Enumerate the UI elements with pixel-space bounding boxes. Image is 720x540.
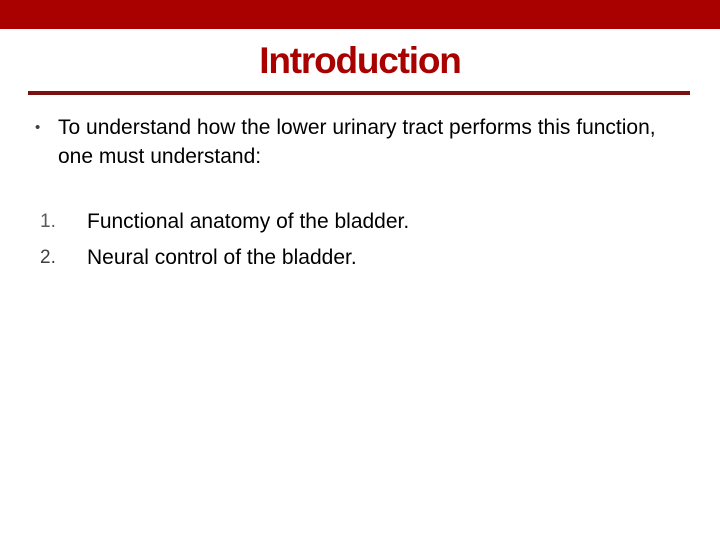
item-text: Functional anatomy of the bladder. <box>87 210 410 233</box>
bullet-text: To understand how the lower urinary tract performs this function, one must understand: <box>58 116 656 168</box>
slide-title: Introduction <box>259 40 461 81</box>
bullet-icon: • <box>35 119 41 136</box>
item-text: Neural control of the bladder. <box>87 246 357 269</box>
header-bar <box>0 0 720 29</box>
item-number: 1. <box>40 211 56 232</box>
title-divider <box>28 91 690 95</box>
item-number: 2. <box>40 247 56 268</box>
bullet-item <box>35 113 675 171</box>
